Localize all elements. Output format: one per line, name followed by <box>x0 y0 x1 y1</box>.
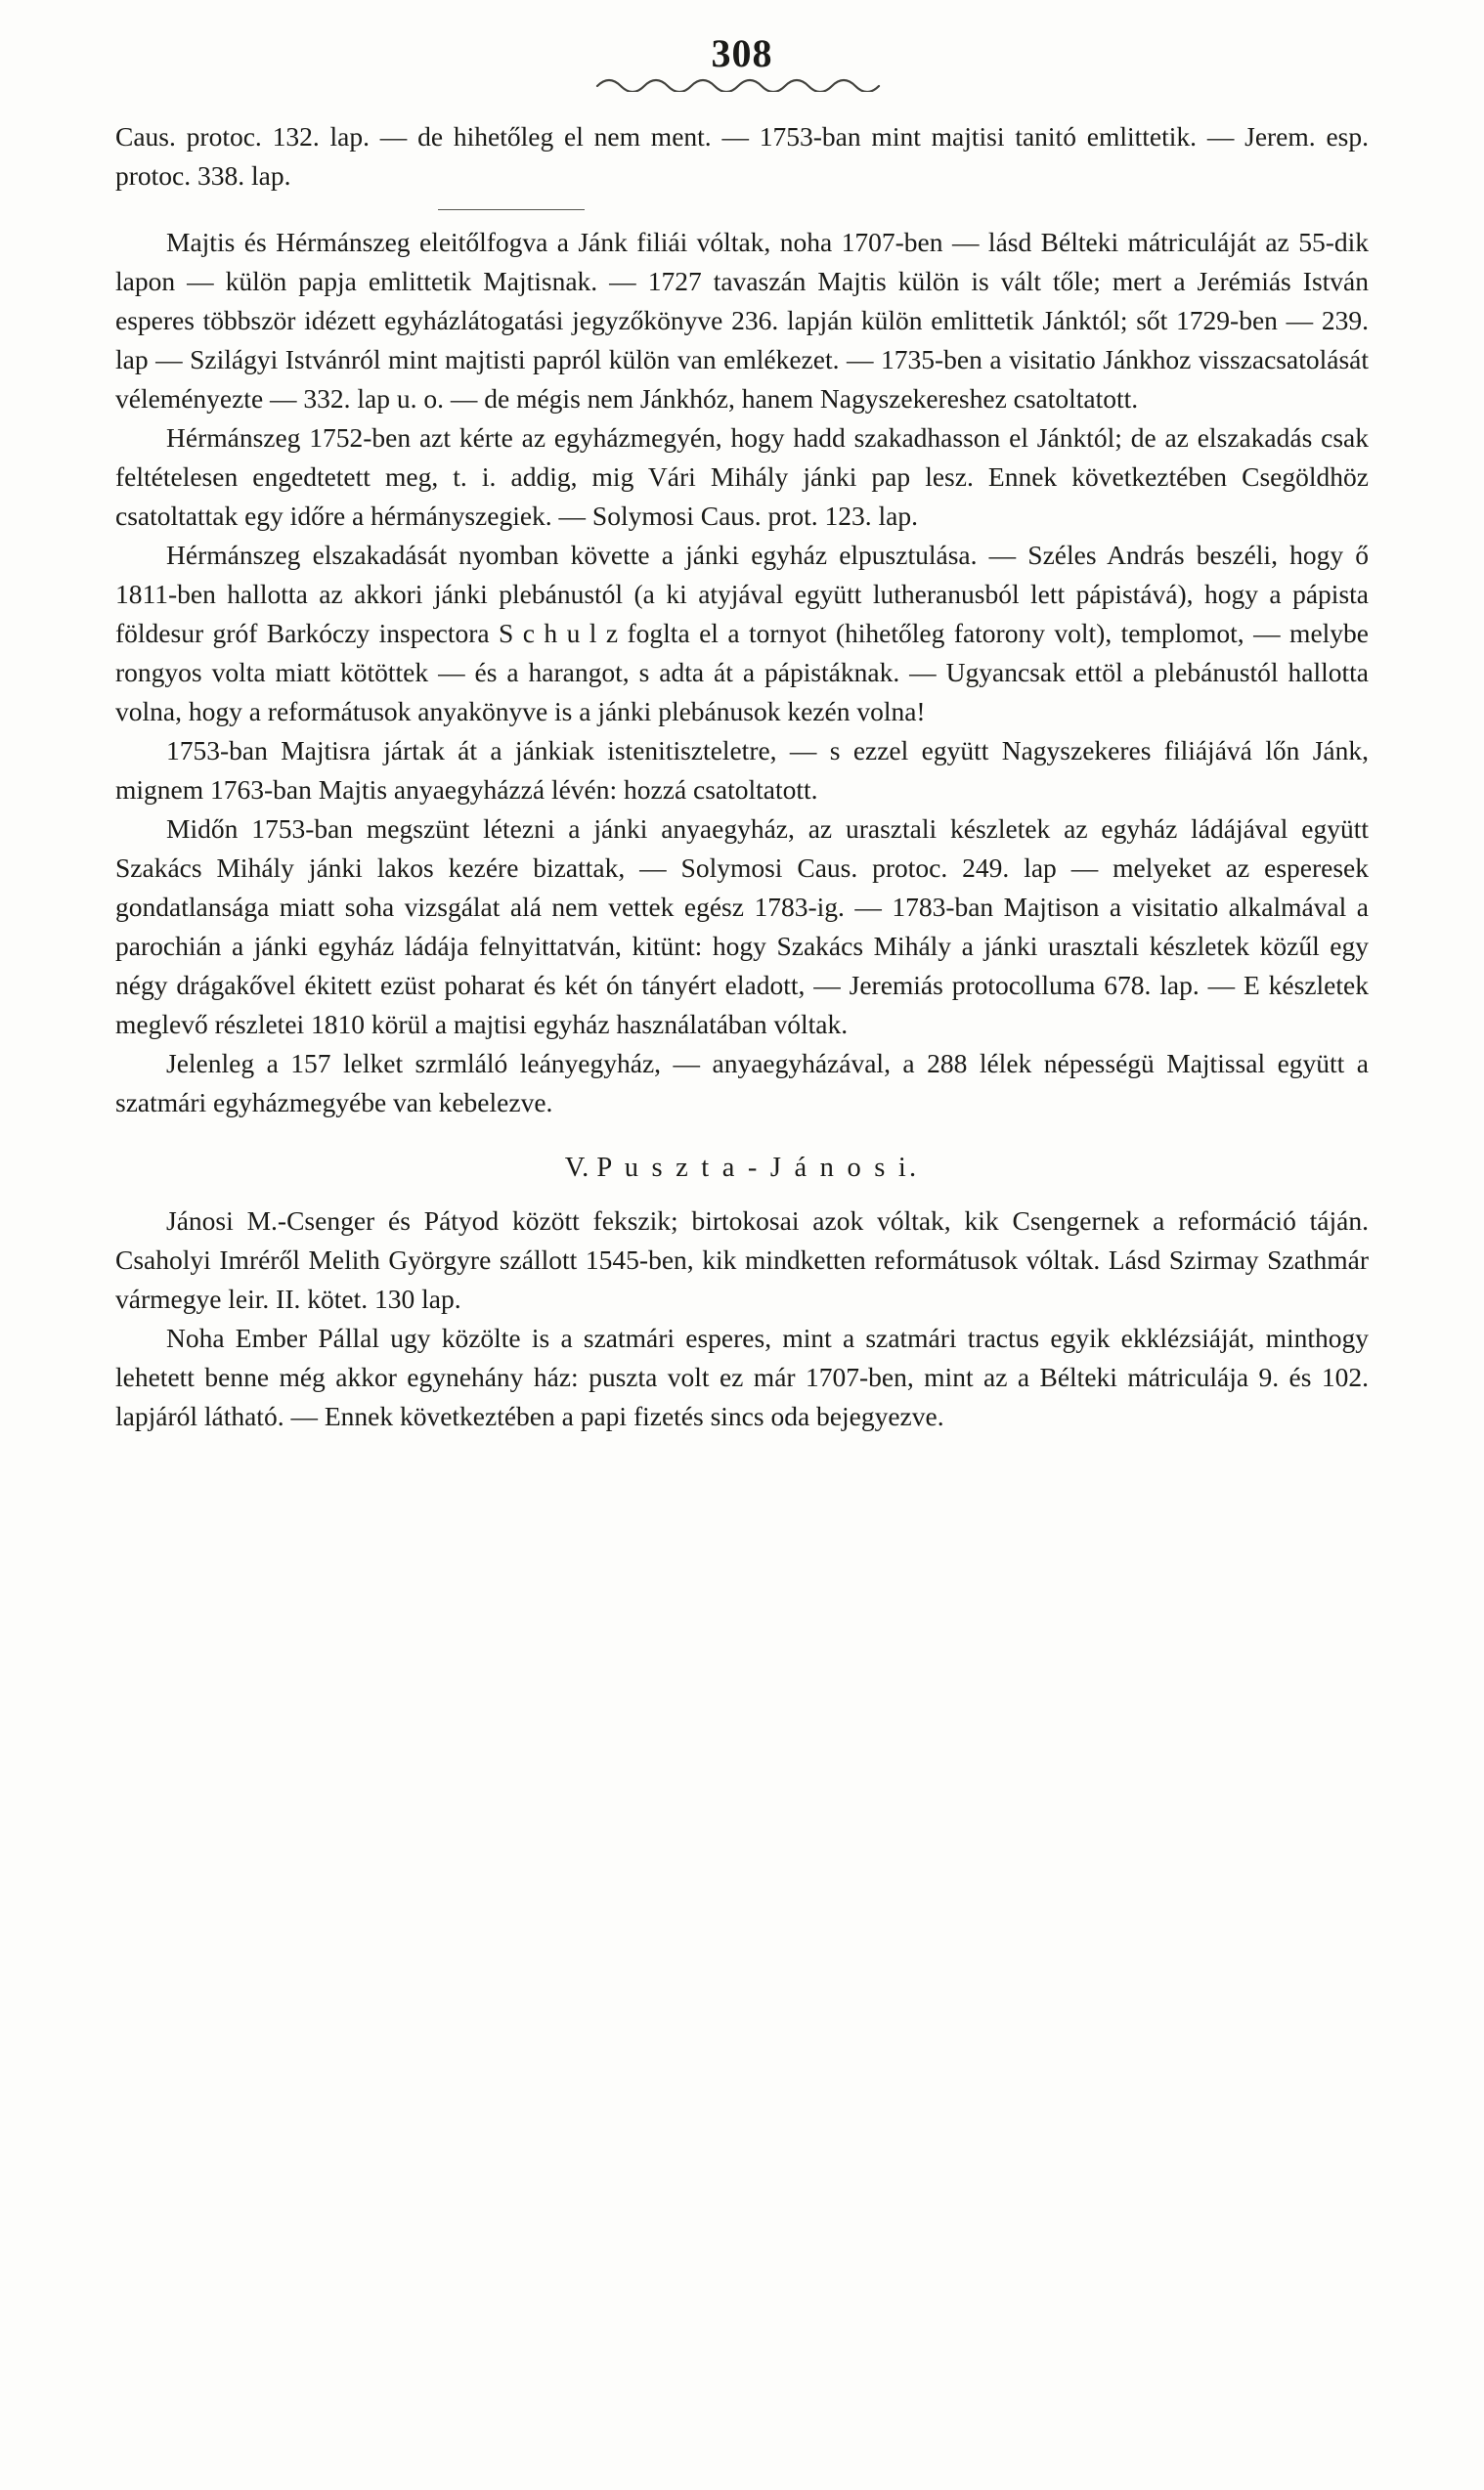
paragraph-midon-1753: Midőn 1753-ban megszünt létezni a jánki anyaegyház, az urasztali készletek az egyház ládájával együtt Szakács Mihály jánki lakos kezére bizattak, — Solymosi Caus. protoc. 249. lap — melyeket az esperesek gondatlansága miatt soha vizsgálat alá nem vettek egész 1783-ig. — 1783-ban Majtison a visitatio alkalmával a parochián a jánki egyház ládája felnyittatván, kitünt: hogy Szakács Mihály a jánki urasztali készletek közűl egy négy drágakővel ékitett ezüst poharat és két ón tányért eladott, — Jeremiás protocolluma 678. lap. — E készletek meglevő részletei 1810 körül a majtisi egyház használatában vóltak. <box>115 813 1369 1039</box>
page-header <box>115 33 1369 92</box>
paragraph-hermanszeg-elszakadas: Hérmánszeg elszakadását nyomban követte a jánki egyház elpusztulása. — Széles András beszéli, hogy ő 1811-ben hallotta az akkori jánki plebánustól (a ki atyjával együtt lutheranusból lett pápistává), hogy a pápista földesur gróf Barkóczy inspectora S c h u l z foglta el a tornyot (hihetőleg fatorony volt), templomot, — melybe rongyos volta miatt kötöttek — és a harangot, s adta át a pápistáknak. — Ugyancsak ettöl a plebánustól hallotta volna, hogy a reformátusok anyakönyve is a jánki plebánusok kezén volna! <box>115 540 1369 726</box>
paragraph-1753-majtisra: 1753-ban Majtisra jártak át a jánkiak istenitiszteletre, — s ezzel együtt Nagyszekeres filiájává lőn Jánk, mignem 1763-ban Majtis anyaegyházzá lévén: hozzá csatoltatott. <box>115 735 1369 805</box>
paragraph-janosi-csenger: Jánosi M.-Csenger és Pátyod között fekszik; birtokosai azok vóltak, kik Csengernek a reformáció táján. Csaholyi Imréről Melith Györgyre szállott 1545-ben, kik mindketten reformátusok vóltak. Lásd Szirmay Szathmár vármegye leir. II. kötet. 130 lap. <box>115 1205 1369 1315</box>
page-body <box>115 117 1369 1436</box>
paragraph-divider-rule <box>438 209 585 210</box>
section-number: V. <box>564 1153 589 1183</box>
page-number: 308 <box>711 31 773 75</box>
section-heading <box>115 1148 1369 1188</box>
paragraph-hermanszeg-1752: Hérmánszeg 1752-ben azt kérte az egyházmegyén, hogy hadd szakadhasson el Jánktól; de az elszakadás csak feltételesen engedtetett meg, t. i. addig, mig Vári Mihály jánki pap lesz. Ennek következtében Csegöldhöz csatoltattak egy időre a hérmányszegiek. — Solymosi Caus. prot. 123. lap. <box>115 422 1369 531</box>
paragraph-majtis-hermanszeg: Majtis és Hérmánszeg eleitőlfogva a Jánk filiái vóltak, noha 1707-ben — lásd Bélteki mátriculáját az 55-dik lapon — külön papja emlittetik Majtisnak. — 1727 tavaszán Majtis külön is vált tőle; mert a Jerémiás István esperes többször idézett egyházlátogatási jegyzőkönyve 236. lapján külön emlittetik Jánktól; sőt 1729-ben — 239. lap — Szilágyi Istvánról mint majtisti papról külön van emlékezet. — 1735-ben a visitatio Jánkhoz visszacsatolását véleményezte — 332. lap u. o. — de mégis nem Jánkhóz, hanem Nagyszekereshez csatoltatott. <box>115 227 1369 414</box>
paragraph-noha-ember: Noha Ember Pállal ugy közölte is a szatmári esperes, mint a szatmári tractus egyik ekklézsiáját, minthogy lehetett benne még akkor egynehány ház: puszta volt ez már 1707-ben, mint az a Bélteki mátriculája 9. és 102. lapjáról látható. — Ennek következtében a papi fizetés sincs oda bejegyezve. <box>115 1323 1369 1432</box>
section-title: P u s z t a - J á n o s i. <box>596 1153 920 1183</box>
paragraph-caus-protoc: Caus. protoc. 132. lap. — de hihetőleg el nem ment. — 1753-ban mint majtisi tanitó emlittetik. — Jerem. esp. protoc. 338. lap. <box>115 121 1369 191</box>
paragraph-jelenleg: Jelenleg a 157 lelket szrmláló leányegyház, — anyaegyházával, a 288 lélek népességü Majtissal együtt a szatmári egyházmegyébe van kebelezve. <box>115 1048 1369 1117</box>
wavy-rule-ornament-icon <box>595 76 889 92</box>
